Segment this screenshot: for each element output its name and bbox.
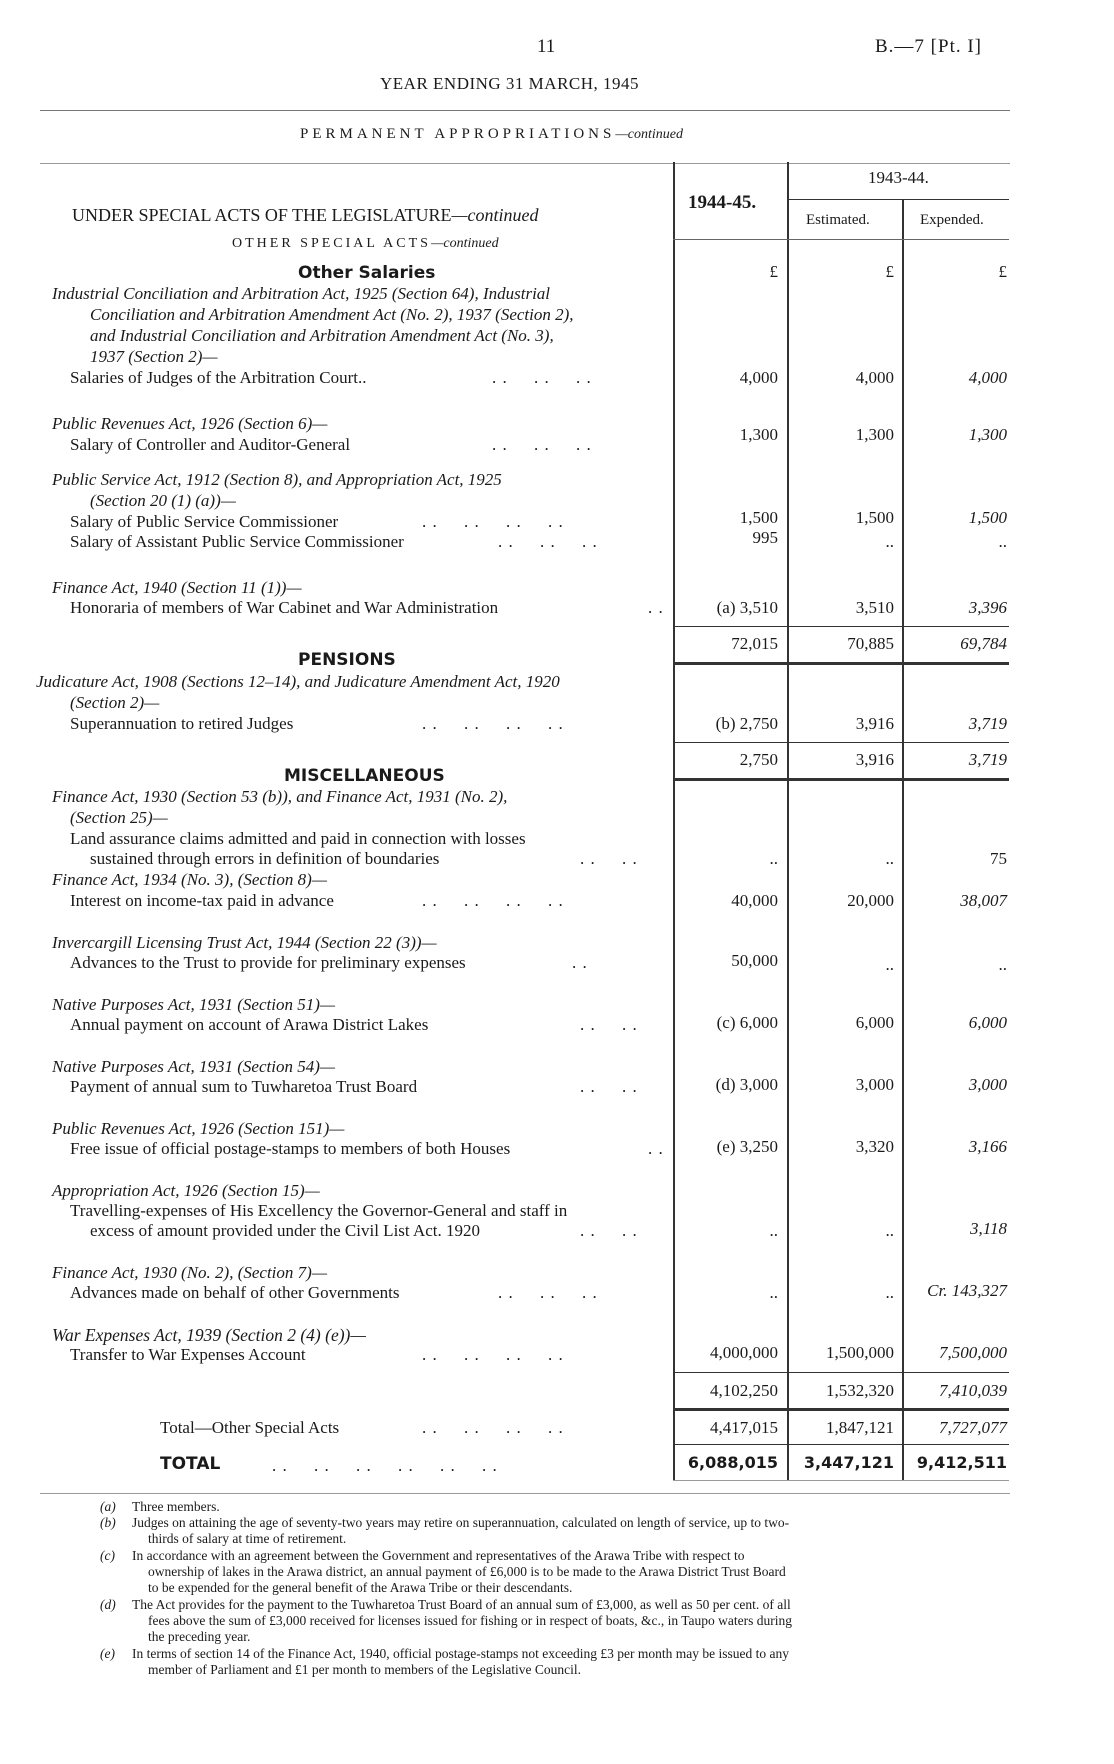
section-title-suffix: —continued xyxy=(615,127,684,142)
act-reference: 1937 (Section 2)— xyxy=(90,347,218,366)
subtotal-estimated: 70,885 xyxy=(847,634,894,653)
value-estimated: .. xyxy=(885,849,894,868)
value-1944-45: 1,500 xyxy=(739,508,778,527)
value-1944-45: 50,000 xyxy=(731,951,778,970)
value-expended: Cr. 143,327 xyxy=(927,1281,1007,1300)
value-estimated: 6,000 xyxy=(855,1013,894,1032)
footnote-key: (d) xyxy=(100,1597,116,1612)
total-other-estimated: 1,847,121 xyxy=(826,1418,894,1437)
act-reference: Finance Act, 1940 (Section 11 (1))— xyxy=(52,578,302,597)
value-estimated: 1,500,000 xyxy=(826,1343,894,1362)
value-expended: .. xyxy=(998,532,1007,551)
footnote-text: fees above the sum of £3,000 received for licenses issued for fishing or in respect of boats, &c., in Taupo waters during xyxy=(148,1613,793,1628)
subtotal-estimated: 1,532,320 xyxy=(826,1381,894,1400)
main-heading-text: UNDER SPECIAL ACTS OF THE LEGISLATURE xyxy=(72,205,452,225)
miscellaneous-heading: MISCELLANEOUS xyxy=(284,766,445,786)
line-item-label: Payment of annual sum to Tuwharetoa Trust Board xyxy=(70,1077,418,1096)
value-expended: 7,500,000 xyxy=(939,1343,1007,1362)
value-expended: .. xyxy=(998,955,1007,974)
value-1944-45: 1,300 xyxy=(739,425,778,444)
line-item-label: excess of amount provided under the Civil List Act. 1920 xyxy=(90,1221,480,1240)
currency-symbol: £ xyxy=(769,262,778,281)
value-expended: 3,166 xyxy=(968,1137,1007,1156)
footnote-text: Three members. xyxy=(132,1499,220,1514)
value-expended: 3,396 xyxy=(968,598,1007,617)
value-estimated: 3,000 xyxy=(855,1075,894,1094)
grand-total-label: TOTAL xyxy=(160,1454,221,1474)
act-reference: Native Purposes Act, 1931 (Section 54)— xyxy=(52,1057,335,1076)
section-title xyxy=(300,126,683,143)
line-item-label: Superannuation to retired Judges xyxy=(70,714,294,733)
line-item-label: Interest on income-tax paid in advance xyxy=(70,891,334,910)
column-header-expended: Expended. xyxy=(920,212,984,228)
footnote-text: In terms of section 14 of the Finance Act, 1940, official postage-stamps not exceeding £3 per month may be issued to any xyxy=(132,1646,789,1661)
value-expended: 1,500 xyxy=(968,508,1007,527)
act-reference: Native Purposes Act, 1931 (Section 51)— xyxy=(52,995,335,1014)
line-item-label: Advances to the Trust to provide for preliminary expenses xyxy=(70,953,466,972)
grand-total-expended: 9,412,511 xyxy=(916,1453,1007,1472)
act-reference: Invercargill Licensing Trust Act, 1944 (Section 22 (3))— xyxy=(52,933,437,952)
currency-symbol: £ xyxy=(885,262,894,281)
value-expended: 3,000 xyxy=(968,1075,1007,1094)
total-other-expended: 7,727,077 xyxy=(939,1418,1007,1437)
line-item-label: Travelling-expenses of His Excellency the Governor-General and staff in xyxy=(70,1201,568,1220)
value-1944-45: 40,000 xyxy=(731,891,778,910)
sub-heading xyxy=(232,236,499,252)
footnote-key: (e) xyxy=(100,1646,115,1661)
other-salaries-heading: Other Salaries xyxy=(298,263,436,283)
value-expended: 3,719 xyxy=(968,714,1007,733)
column-header-1943-44: 1943-44. xyxy=(868,168,929,187)
value-1944-45: .. xyxy=(769,1283,778,1302)
page-number: 11 xyxy=(537,36,556,57)
subtotal-1944-45: 4,102,250 xyxy=(710,1381,778,1400)
value-1944-45: (a) 3,510 xyxy=(716,598,778,617)
subtotal-expended: 69,784 xyxy=(960,634,1007,653)
footnote-text: the preceding year. xyxy=(148,1629,251,1644)
pensions-heading: PENSIONS xyxy=(298,650,396,670)
value-estimated: 3,510 xyxy=(855,598,894,617)
value-1944-45: (d) 3,000 xyxy=(715,1075,778,1094)
subtotal-1944-45: 72,015 xyxy=(731,634,778,653)
value-estimated: .. xyxy=(885,1283,894,1302)
act-reference: (Section 25)— xyxy=(70,808,168,827)
grand-total-1944-45: 6,088,015 xyxy=(687,1453,778,1472)
value-estimated: .. xyxy=(885,955,894,974)
subtotal-expended: 3,719 xyxy=(968,750,1007,769)
value-1944-45: .. xyxy=(769,1221,778,1240)
act-reference: Appropriation Act, 1926 (Section 15)— xyxy=(52,1181,320,1200)
main-heading-suffix: —continued xyxy=(451,205,539,225)
act-reference: Public Revenues Act, 1926 (Section 151)— xyxy=(52,1119,345,1138)
value-1944-45: 4,000 xyxy=(739,368,778,387)
act-reference: Public Service Act, 1912 (Section 8), and Appropriation Act, 1925 xyxy=(52,470,502,489)
value-expended: 1,300 xyxy=(968,425,1007,444)
value-1944-45: 995 xyxy=(752,528,778,547)
act-reference: Finance Act, 1930 (Section 53 (b)), and Finance Act, 1931 (No. 2), xyxy=(52,787,508,806)
footnote-key: (a) xyxy=(100,1499,116,1514)
act-reference: Industrial Conciliation and Arbitration Act, 1925 (Section 64), Industrial xyxy=(52,284,551,303)
value-expended: 3,118 xyxy=(970,1219,1007,1238)
subtotal-expended: 7,410,039 xyxy=(939,1381,1007,1400)
grand-total-estimated: 3,447,121 xyxy=(803,1453,894,1472)
value-estimated: 3,916 xyxy=(855,714,894,733)
line-item-label: Land assurance claims admitted and paid in connection with losses xyxy=(70,829,526,848)
value-expended: 75 xyxy=(990,849,1007,868)
footnote-text: thirds of salary at time of retirement. xyxy=(148,1531,347,1546)
act-reference: Conciliation and Arbitration Amendment Act (No. 2), 1937 (Section 2), xyxy=(90,305,574,324)
column-header-estimated: Estimated. xyxy=(806,212,870,228)
act-reference: Public Revenues Act, 1926 (Section 6)— xyxy=(52,414,328,433)
column-header-1944-45: 1944-45. xyxy=(688,192,757,213)
value-expended: 4,000 xyxy=(968,368,1007,387)
act-reference: (Section 2)— xyxy=(70,693,160,712)
act-reference: Finance Act, 1930 (No. 2), (Section 7)— xyxy=(52,1263,327,1282)
value-1944-45: 4,000,000 xyxy=(710,1343,778,1362)
value-1944-45: (c) 6,000 xyxy=(716,1013,778,1032)
line-item-label: sustained through errors in definition of boundaries xyxy=(90,849,440,868)
value-estimated: 4,000 xyxy=(855,368,894,387)
footnote-key: (c) xyxy=(100,1548,115,1563)
page-title: YEAR ENDING 31 MARCH, 1945 xyxy=(380,74,640,93)
subtotal-1944-45: 2,750 xyxy=(739,750,778,769)
value-estimated: 3,320 xyxy=(855,1137,894,1156)
line-item-label: Honoraria of members of War Cabinet and War Administration xyxy=(70,598,499,617)
column-divider-2 xyxy=(787,162,789,1480)
footnote-text: ownership of lakes in the Arawa district, an annual payment of £6,000 is to be made to the Arawa District Trust Board xyxy=(148,1564,786,1579)
line-item-label: Salary of Assistant Public Service Commissioner xyxy=(70,532,404,551)
line-item-label: Salary of Controller and Auditor-General xyxy=(70,435,351,454)
footnote-key: (b) xyxy=(100,1515,116,1530)
value-estimated: .. xyxy=(885,532,894,551)
act-reference: War Expenses Act, 1939 (Section 2 (4) (e))— xyxy=(52,1325,366,1345)
total-other-1944-45: 4,417,015 xyxy=(710,1418,778,1437)
value-1944-45: .. xyxy=(769,849,778,868)
column-divider-3 xyxy=(902,200,904,1480)
line-item-label: Salaries of Judges of the Arbitration Court.. xyxy=(70,368,367,387)
value-expended: 6,000 xyxy=(968,1013,1007,1032)
footnote-text: In accordance with an agreement between the Government and representatives of the Arawa Tribe with respect to xyxy=(132,1548,745,1563)
value-1944-45: (e) 3,250 xyxy=(716,1137,778,1156)
footnote-text: member of Parliament and £1 per month to members of the Legislative Council. xyxy=(148,1662,582,1677)
footnote-text: The Act provides for the payment to the Tuwharetoa Trust Board of an annual sum of £3,000, as well as 50 per cent. of all xyxy=(132,1597,791,1612)
footnote-text: to be expended for the general benefit of the Arawa Tribe or their descendants. xyxy=(148,1580,573,1595)
value-estimated: 1,500 xyxy=(855,508,894,527)
currency-symbol: £ xyxy=(998,262,1007,281)
line-item-label: Annual payment on account of Arawa District Lakes xyxy=(70,1015,429,1034)
document-reference: B.—7 [Pt. I] xyxy=(875,36,982,57)
value-1944-45: (b) 2,750 xyxy=(715,714,778,733)
sub-heading-text: OTHER SPECIAL ACTS xyxy=(232,236,431,251)
section-title-text: PERMANENT APPROPRIATIONS xyxy=(300,126,616,142)
value-estimated: 20,000 xyxy=(847,891,894,910)
footnote-text: Judges on attaining the age of seventy-two years may retire on superannuation, calculated on length of service, up to two- xyxy=(132,1515,790,1530)
line-item-label: Transfer to War Expenses Account xyxy=(70,1345,306,1364)
total-other-label: Total—Other Special Acts xyxy=(160,1418,340,1437)
main-heading xyxy=(72,205,539,226)
value-estimated: 1,300 xyxy=(855,425,894,444)
value-expended: 38,007 xyxy=(960,891,1007,910)
act-reference: (Section 20 (1) (a))— xyxy=(90,491,236,510)
act-reference: and Industrial Conciliation and Arbitration Amendment Act (No. 3), xyxy=(90,326,554,345)
sub-heading-suffix: —continued xyxy=(430,236,499,251)
act-reference: Finance Act, 1934 (No. 3), (Section 8)— xyxy=(52,870,327,889)
act-reference: Judicature Act, 1908 (Sections 12–14), and Judicature Amendment Act, 1920 xyxy=(36,672,560,691)
line-item-label: Advances made on behalf of other Governments xyxy=(70,1283,400,1302)
subtotal-estimated: 3,916 xyxy=(855,750,894,769)
line-item-label: Salary of Public Service Commissioner xyxy=(70,512,339,531)
line-item-label: Free issue of official postage-stamps to members of both Houses xyxy=(70,1139,511,1158)
value-estimated: .. xyxy=(885,1221,894,1240)
